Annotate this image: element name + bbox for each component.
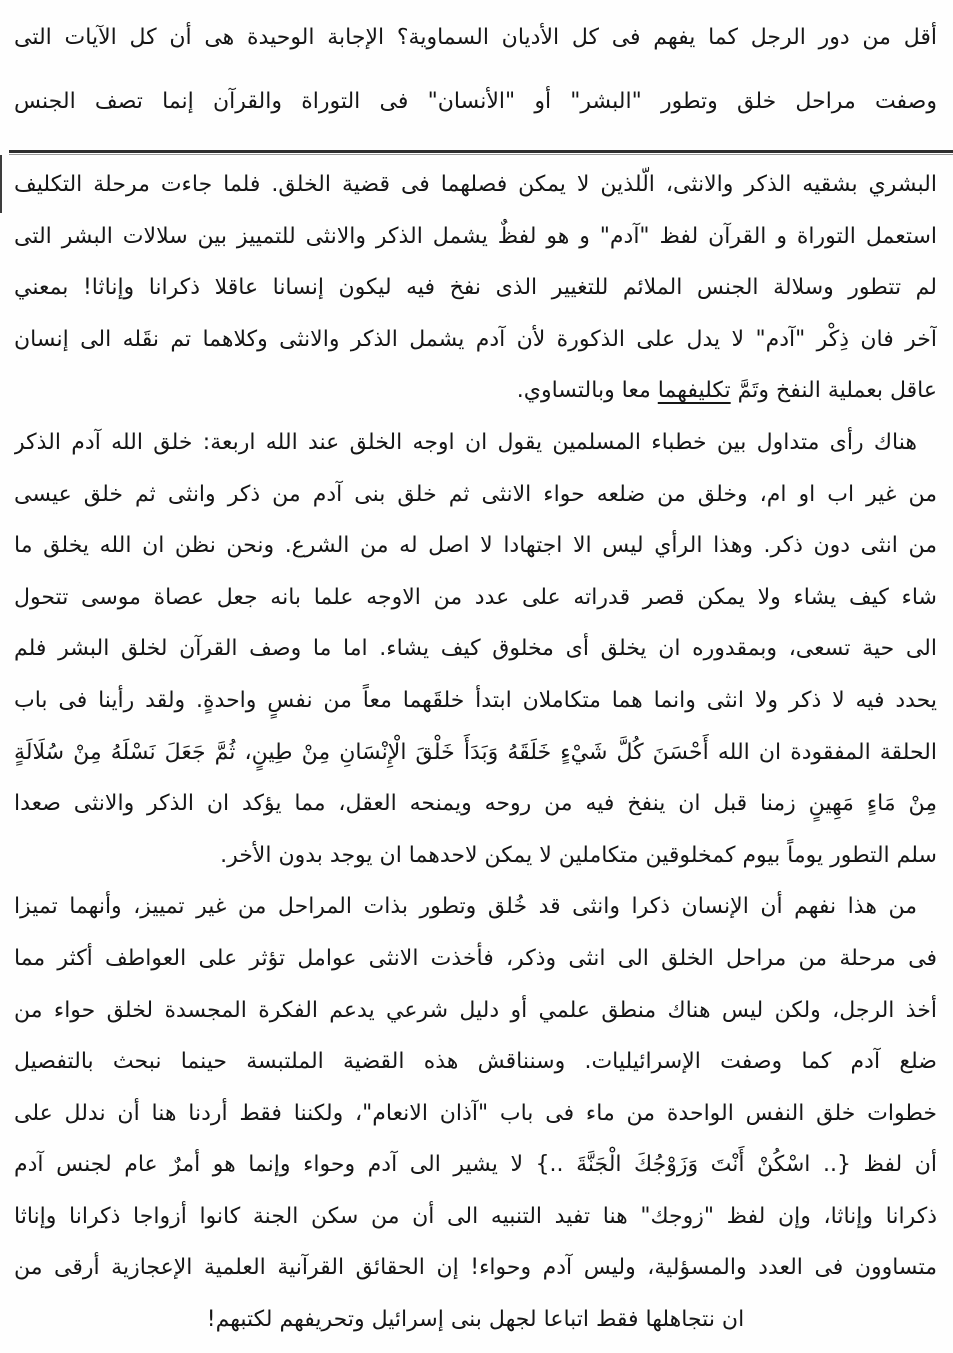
text-line: شاء كيف يشاء ولا يمكن قصر قدراته على عدد من الاوجه علما بانه جعل عصاة موسى تتحول <box>14 584 937 610</box>
text-line: أخذ الرجل، ولكن ليس هناك منطق علمي أو دليل شرعي يدعم الفكرة المجسدة لخلق حواء من <box>14 997 937 1023</box>
text-line: استعمل التوراة و القرآن لفظ "آدم" و هو لفظٌ يشمل الذكر والانثى للتمييز بين سلالات البشر التى <box>14 223 937 249</box>
main-text-block <box>14 159 937 1346</box>
line-segment: عاقل بعملية النفخ وتَمَّ <box>730 378 937 404</box>
text-line: مِنْ مَاءٍ مَهِينٍ زمنا قبل ان ينفخ فيه من روحه ويمنحه العقل، مما يؤكد ان الذكر والانثى صعدا <box>14 791 937 817</box>
text-line: الحلقة المفقودة ان الله أَحْسَنَ كُلَّ شَيْءٍ خَلَقَهُ وَبَدَأَ خَلْقَ الْإِنْسَانِ مِنْ طِينٍ، ثُمَّ جَعَلَ نَسْلَهُ مِنْ سُلَالَةٍ <box>14 739 937 765</box>
text-line: ضلع آدم كما وصفت الإسرائيليات. وسنناقش هذه القضية الملتبسة حينما نبحث بالتفصيل <box>14 1049 937 1075</box>
paragraph-conclusion <box>14 881 937 1345</box>
text-line: وصفت مراحل خلق وتطور "البشر" أو "الأنسان" فى التوراة والقرآن إنما تصف الجنس <box>14 89 937 114</box>
text-line: هناك رأى متداول بين خطباء المسلمين يقول ان اوجه الخلق عند الله اربعة: خلق الله آدم الذكر <box>14 429 917 455</box>
text-line: أن لفظ {.. اسْكُنْ أَنْتَ وَزَوْجُكَ الْجَنَّةَ ..} لا يشير الى آدم وحواء وإنما هو أمرٌ عام لجنس آدم <box>14 1152 937 1178</box>
text-line: من غير اب او ام، وخلق من ضلعه حواء الانثى ثم خلق بنى آدم من ذكر وانثى ثم خلق عيسى <box>14 481 937 507</box>
text-line: آخر فان ذِكْر "آدم" لا يدل على الذكورة لأن آدم يشمل الذكر والانثى وكلاهما تم نقَله الى إنسان <box>14 326 937 352</box>
text-line: متساوون فى العدد والمسؤلية، وليس آدم وحواء! إن الحقائق القرآنية العلمية الإعجازية أرقى من <box>14 1255 937 1281</box>
text-line: من انثى دون ذكر. وهذا الرأي ليس الا اجتهادا لا اصل له من الشرع. ونحن نظن ان الله يخلق ما <box>14 533 937 559</box>
text-line: أقل من دور الرجل كما يفهم فى كل الأديان السماوية؟ الإجابة الوحيدة هى أن كل الآيات التى <box>14 25 937 50</box>
text-line: ان نتجاهلها فقط اتباعا لجهل بنى إسرائيل وتحريفهم لكتبهم! <box>206 1307 745 1333</box>
text-line: من هذا نفهم أن الإنسان ذكرا وانثى قد خُلق وتطور بذات المراحل من غير تمييز، وأنهما تميزا <box>14 894 917 920</box>
text-line: لم تتطور وسلالة الجنس الملائم للتغيير الذى نفخ فيه ليكون إنسانا عاقلا ذكرانا وإناثا! بمعني <box>14 275 937 301</box>
paragraph-four-aspects-opinion <box>14 417 937 881</box>
line-segment: معا وبالتساوي. <box>516 378 658 404</box>
page-divider <box>9 150 953 155</box>
text-line: خطوات خلق النفس الواحدة من ماء فى باب "آذان الانعام"، ولكننا فقط أردنا هنا أن ندلل على <box>14 1100 937 1126</box>
text-line: فى مرحلة من مراحل الخلق الى انثى وذكر، فأخذت الانثى عوامل تؤثر على العواطف أكثر مما <box>14 945 937 971</box>
divider-shadow-line <box>9 154 953 155</box>
underlined-word: تكليفهما <box>657 378 731 404</box>
text-line <box>14 365 937 417</box>
text-line: سلم التطور يوماً بيوم كمخلوقين متكاملين لا يمكن لاحدهما ان يوجد بدون الأخر. <box>220 842 937 868</box>
top-text-fragment <box>14 6 937 134</box>
text-line: يحدد فيه لا ذكر ولا انثى وانما هما متكاملان ابتدأ خلقَهما معاً من نفسٍ واحدةٍ. ولقد رأينا فى باب <box>14 687 937 713</box>
text-line: البشري بشقيه الذكر والانثى، الّلذين لا يمكن فصلهما فى قضية الخلق. فلما جاءت مرحلة التكليف <box>14 172 937 197</box>
divider-line <box>9 150 953 153</box>
paragraph-creation-description <box>14 159 937 417</box>
scan-edge-artifact <box>0 155 2 213</box>
text-line: ذكرانا وإناثا، وإن لفظ "زوجك" هنا تفيد التنبيه الى أن من سكن الجنة كانوا أزواجا ذكرانا وإناثا <box>14 1203 937 1229</box>
text-line: الى حية تسعى، وبمقدوره ان يخلق أى مخلوق كيف يشاء. اما ما وصف القرآن لخلق البشر فلم <box>14 636 937 662</box>
